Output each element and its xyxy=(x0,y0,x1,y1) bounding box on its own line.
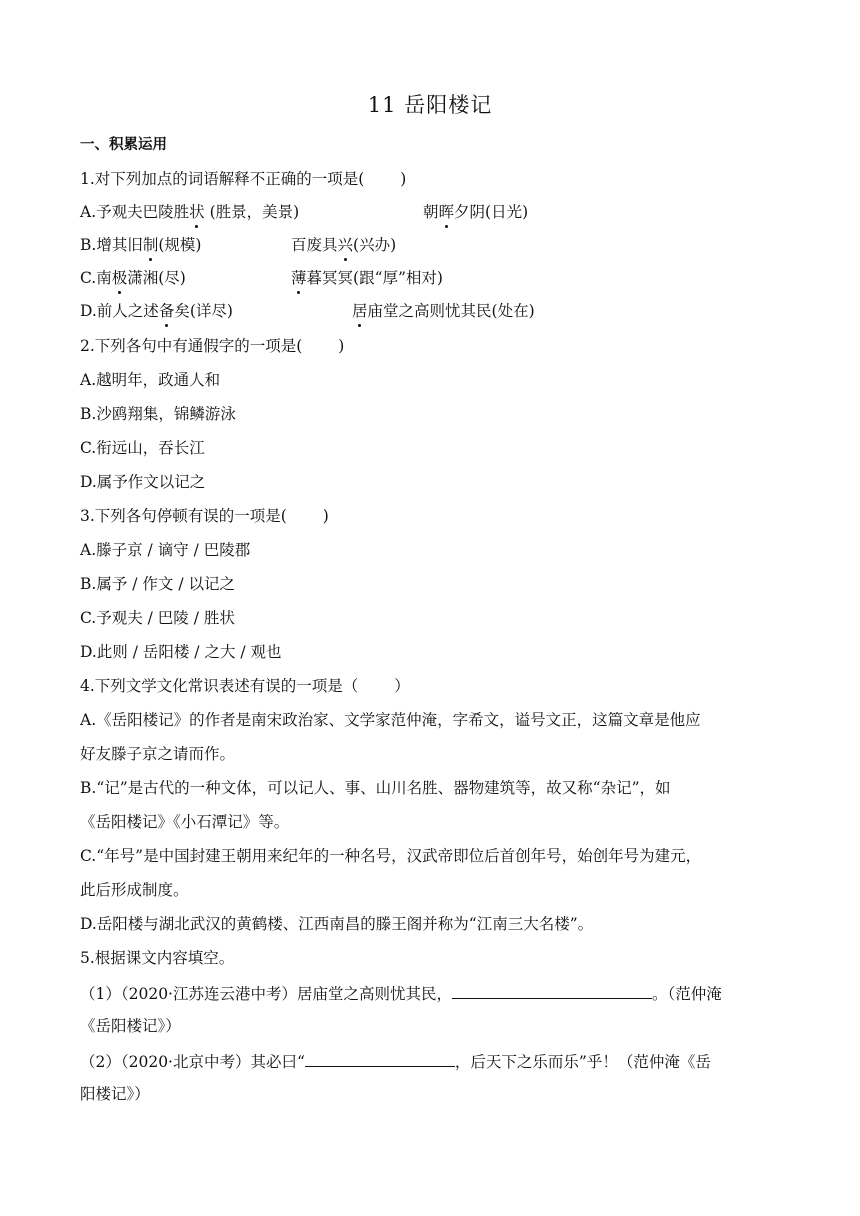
option-text: 暮冥冥(跟“厚”相对) xyxy=(306,269,443,287)
option-text: 庙堂之高则忧其民(处在) xyxy=(367,302,535,320)
emphasis-dot-word: 居 xyxy=(352,302,368,320)
answer-blank[interactable] xyxy=(305,1050,455,1067)
page-title: 11 岳阳楼记 xyxy=(367,93,493,117)
question-4-option-a-cont: 好友滕子京之请而作。 xyxy=(80,745,236,763)
option-text: A.予观夫巴陵胜 xyxy=(80,203,190,221)
question-4-option-c-cont: 此后形成制度。 xyxy=(80,881,189,899)
question-4-option-d: D.岳阳楼与湖北武汉的黄鹤楼、江西南昌的滕王阁并称为“江南三大名楼”。 xyxy=(80,915,594,933)
option-text: B.增其旧 xyxy=(80,236,143,254)
question-1-option-b xyxy=(80,235,201,255)
question-5-item-1 xyxy=(80,982,722,1004)
question-4-stem: 4.下列文学文化常识表述有误的一项是（ ） xyxy=(80,677,410,695)
option-text: 百废具 xyxy=(291,236,338,254)
question-1-option-c xyxy=(80,268,186,288)
question-2-stem: 2.下列各句中有通假字的一项是( ) xyxy=(80,337,345,355)
question-5-item-1-cont: 《岳阳楼记》） xyxy=(80,1017,181,1035)
question-2-option-a: A.越明年，政通人和 xyxy=(80,371,221,389)
item-text: （1）（2020·江苏连云港中考）居庙堂之高则忧其民， xyxy=(80,985,452,1003)
emphasis-dot-word: 极 xyxy=(111,269,128,287)
option-text: D.前人之述 xyxy=(80,302,159,320)
emphasis-dot-word: 备 xyxy=(158,302,175,320)
option-text: (兴办) xyxy=(353,236,397,254)
emphasis-dot-word: 状 xyxy=(189,203,205,221)
question-2-option-d: D.属予作文以记之 xyxy=(80,473,206,491)
question-1-option-d xyxy=(80,301,233,321)
section-heading: 一、积累运用 xyxy=(80,137,167,153)
question-3-option-b: B.属予 / 作文 / 以记之 xyxy=(80,575,235,593)
option-text: (规模) xyxy=(158,236,202,254)
question-1-stem: 1.对下列加点的词语解释不正确的一项是( ) xyxy=(80,170,407,188)
question-5-item-2-cont: 阳楼记》） xyxy=(80,1085,150,1103)
question-2-option-c: C.衔远山，吞长江 xyxy=(80,439,205,457)
question-4-option-b-cont: 《岳阳楼记》《小石潭记》等。 xyxy=(80,813,290,831)
question-3-option-c: C.予观夫 / 巴陵 / 胜状 xyxy=(80,609,235,627)
question-1-option-c-second xyxy=(291,268,443,288)
question-3-stem: 3.下列各句停顿有误的一项是( ) xyxy=(80,507,329,525)
question-5-item-2 xyxy=(80,1050,711,1072)
option-text: (胜景，美景) xyxy=(204,203,300,221)
option-text: 潇湘(尽) xyxy=(127,269,186,287)
question-2-option-b: B.沙鸥翔集，锦鳞游泳 xyxy=(80,405,236,423)
question-5-stem: 5.根据课文内容填空。 xyxy=(80,949,235,967)
emphasis-dot-word: 晖 xyxy=(438,203,455,221)
question-3-option-a: A.滕子京 / 谪守 / 巴陵郡 xyxy=(80,541,251,559)
item-text: （2）（2020·北京中考）其必曰“ xyxy=(80,1053,305,1071)
item-text: ，后天下之乐而乐”乎！（范仲淹《岳 xyxy=(454,1053,711,1071)
question-1-option-b-second xyxy=(291,235,396,255)
question-1-option-a xyxy=(80,202,299,222)
option-text: 朝 xyxy=(423,203,439,221)
emphasis-dot-word: 薄 xyxy=(291,269,307,287)
emphasis-dot-word: 制 xyxy=(142,236,159,254)
question-3-option-d: D.此则 / 岳阳楼 / 之大 / 观也 xyxy=(80,643,282,661)
question-1-option-d-second xyxy=(352,301,535,321)
option-text: 矣(详尽) xyxy=(174,302,233,320)
question-4-option-b: B.“记”是古代的一种文体，可以记人、事、山川名胜、器物建筑等，故又称“杂记”，如 xyxy=(80,779,671,797)
question-4-option-a: A.《岳阳楼记》的作者是南宋政治家、文学家范仲淹，字希文，谥号文正，这篇文章是他应 xyxy=(80,711,701,729)
question-4-option-c: C.“年号”是中国封建王朝用来纪年的一种名号，汉武帝即位后首创年号，始创年号为建元， xyxy=(80,847,702,865)
option-text: 夕阴(日光) xyxy=(454,203,529,221)
option-text: C.南 xyxy=(80,269,112,287)
question-1-option-a-second xyxy=(423,202,528,222)
item-text: 。（范仲淹 xyxy=(652,985,722,1003)
emphasis-dot-word: 兴 xyxy=(337,236,354,254)
answer-blank[interactable] xyxy=(452,982,652,999)
